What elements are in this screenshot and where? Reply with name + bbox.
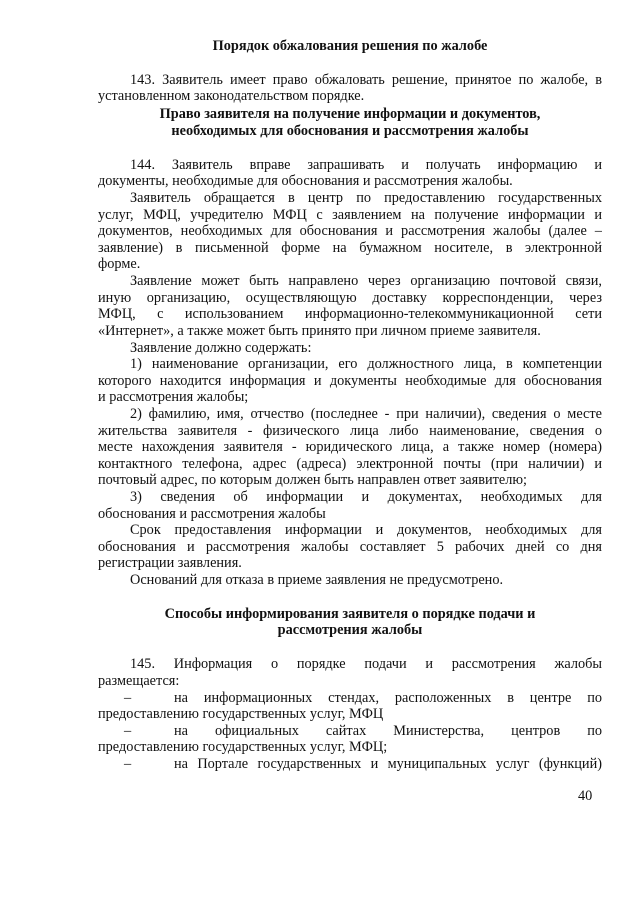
bullet-line: на Портале государственных и муниципальных услуг (функций) [174, 756, 602, 772]
section-heading: необходимых для обоснования и рассмотрения жалобы [171, 123, 529, 139]
paragraph-line: Срок предоставления информации и документов, необходимых для [130, 522, 602, 538]
paragraph-line: иную организацию, осуществляющую доставку корреспонденции, через [98, 290, 602, 306]
bullet-dash: – [124, 756, 132, 772]
paragraph-line: Заявление может быть направлено через организацию почтовой связи, [130, 273, 602, 289]
list-item-line: месте нахождения заявителя - юридического лица, а также номер (номера) [98, 439, 602, 455]
paragraph-line: 144. Заявитель вправе запрашивать и получать информацию и [130, 157, 602, 173]
bullet-dash: – [124, 723, 132, 739]
list-item-line: контактного телефона, адрес (адреса) электронной почты (при наличии) и [98, 456, 602, 472]
paragraph-line: регистрации заявления. [98, 555, 242, 571]
paragraph-line: обоснования и рассмотрения жалобы составляет 5 рабочих дней со дня [98, 539, 602, 555]
list-item-line: обоснования и рассмотрения жалобы [98, 506, 326, 522]
bullet-line: предоставлению государственных услуг, МФЦ; [98, 739, 388, 755]
paragraph-line: Заявление должно содержать: [130, 340, 312, 356]
list-item-line: почтовый адрес, по которым должен быть направлен ответ заявителю; [98, 472, 527, 488]
paragraph-line: Оснований для отказа в приеме заявления не предусмотрено. [130, 572, 504, 588]
paragraph-line: МФЦ, с использованием информационно-телекоммуникационной сети [98, 306, 602, 322]
paragraph-line: заявление) в письменной форме на бумажном носителе, в электронной [98, 240, 602, 256]
paragraph-line: 145. Информация о порядке подачи и рассмотрения жалобы [130, 656, 602, 672]
paragraph-line: размещается: [98, 673, 180, 689]
list-item-line: которого находится информация и документы необходимые для обоснования [98, 373, 602, 389]
paragraph-line: «Интернет», а также может быть принято при личном приеме заявителя. [98, 323, 541, 339]
list-item-line: 2) фамилию, имя, отчество (последнее - при наличии), сведения о месте [130, 406, 602, 422]
page-number: 40 [578, 788, 593, 804]
list-item-line: 1) наименование организации, его должностного лица, в компетенции [130, 356, 602, 372]
list-item-line: жительства заявителя - физического лица либо наименование, сведения о [98, 423, 602, 439]
section-heading: Право заявителя на получение информации и документов, [159, 106, 541, 122]
bullet-line: на официальных сайтах Министерства, центров по [174, 723, 602, 739]
bullet-dash: – [124, 690, 132, 706]
section-heading: Способы информирования заявителя о порядке подачи и [164, 606, 536, 622]
bullet-line: на информационных стендах, расположенных в центре по [174, 690, 602, 706]
paragraph-line: документов, необходимых для обоснования и рассмотрения жалобы (далее – [98, 223, 602, 239]
list-item-line: и рассмотрения жалобы; [98, 389, 249, 405]
paragraph-line: установленном законодательством порядке. [98, 88, 365, 104]
paragraph-line: форме. [98, 256, 141, 272]
paragraph-line: Заявитель обращается в центр по предоставлению государственных [130, 190, 602, 206]
section-heading: Порядок обжалования решения по жалобе [212, 38, 488, 54]
paragraph-line: документы, необходимые для обоснования и рассмотрения жалобы. [98, 173, 513, 189]
list-item-line: 3) сведения об информации и документах, необходимых для [130, 489, 602, 505]
paragraph-line: 143. Заявитель имеет право обжаловать решение, принятое по жалобе, в [130, 72, 602, 88]
section-heading: рассмотрения жалобы [277, 622, 423, 638]
paragraph-line: услуг, МФЦ, учредителю МФЦ с заявлением на получение информации и [98, 207, 602, 223]
bullet-line: предоставлению государственных услуг, МФЦ [98, 706, 384, 722]
